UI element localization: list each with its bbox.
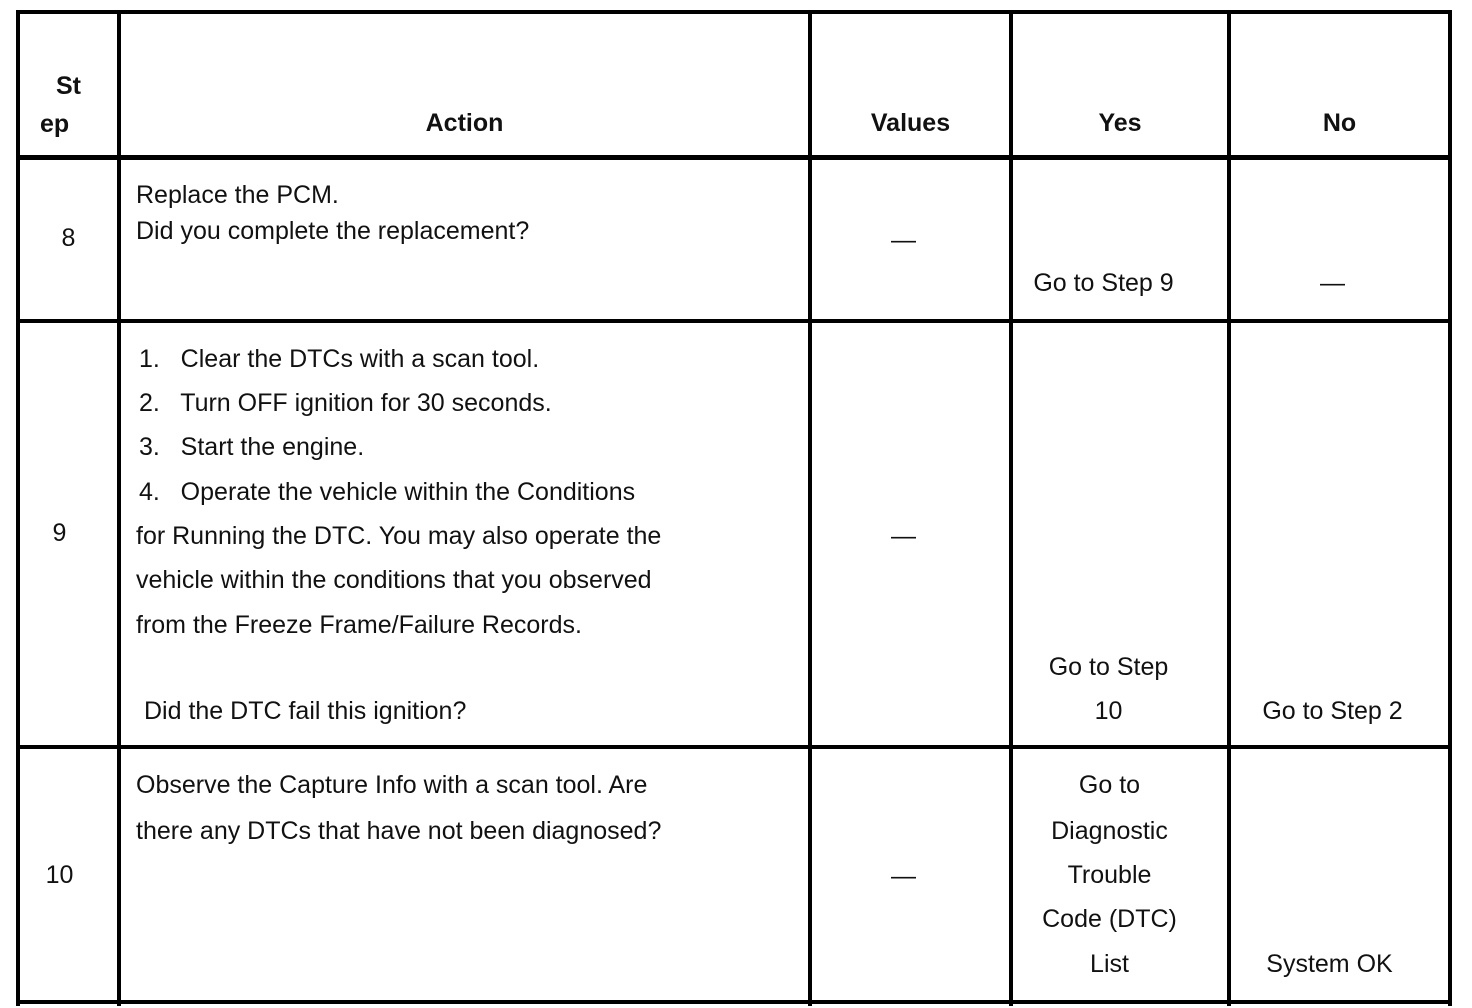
yes-cell: Go to Step 9 xyxy=(1033,269,1174,297)
row-divider xyxy=(16,319,1452,323)
action-text: from the Freeze Frame/Failure Records. xyxy=(136,611,582,639)
step-number: 10 xyxy=(45,861,74,889)
action-list-item: 3. Start the engine. xyxy=(139,433,365,461)
no-cell: System OK xyxy=(1266,950,1393,978)
action-list-item: 1. Clear the DTCs with a scan tool. xyxy=(139,345,540,373)
yes-cell: Trouble xyxy=(1067,861,1152,889)
header-values: Values xyxy=(870,109,951,137)
table-border-bottom xyxy=(16,1000,1452,1004)
values-cell: — xyxy=(891,862,916,890)
header-action: Action xyxy=(425,109,504,137)
action-text: Observe the Capture Info with a scan tool. Are xyxy=(136,771,648,799)
step-number: 8 xyxy=(61,224,76,252)
no-cell: — xyxy=(1320,269,1345,297)
header-step-line: ep xyxy=(40,110,70,138)
action-text: Replace the PCM. xyxy=(136,181,339,209)
header-step-line: St xyxy=(56,72,81,100)
header-no: No xyxy=(1322,109,1357,137)
values-cell: — xyxy=(891,522,916,550)
action-list-item: 2. Turn OFF ignition for 30 seconds. xyxy=(139,389,552,417)
yes-cell: List xyxy=(1090,950,1129,978)
yes-cell: 10 xyxy=(1094,697,1123,725)
step-number: 9 xyxy=(52,519,67,547)
header-yes: Yes xyxy=(1098,109,1142,137)
yes-cell: Diagnostic xyxy=(1051,817,1168,845)
yes-cell: Go to xyxy=(1078,771,1141,799)
column-divider xyxy=(117,10,121,1006)
column-divider xyxy=(1227,10,1231,1006)
diagnostic-table xyxy=(16,10,1452,1006)
no-cell: Go to Step 2 xyxy=(1262,697,1403,725)
table-border-top xyxy=(16,10,1452,14)
column-divider xyxy=(1448,10,1452,1006)
action-question: Did the DTC fail this ignition? xyxy=(144,697,467,725)
yes-cell: Code (DTC) xyxy=(1042,905,1177,933)
action-text: for Running the DTC. You may also operate the xyxy=(136,522,662,550)
action-text: vehicle within the conditions that you observed xyxy=(136,566,652,594)
header-step xyxy=(20,68,117,142)
action-text: Did you complete the replacement? xyxy=(136,217,530,245)
yes-cell: Go to Step xyxy=(1048,653,1169,681)
header-divider xyxy=(16,155,1452,160)
action-list-item: 4. Operate the vehicle within the Conditions xyxy=(139,478,636,506)
values-cell: — xyxy=(891,226,916,254)
action-text: there any DTCs that have not been diagnosed? xyxy=(136,817,662,845)
column-divider xyxy=(808,10,812,1006)
row-divider xyxy=(16,745,1452,749)
